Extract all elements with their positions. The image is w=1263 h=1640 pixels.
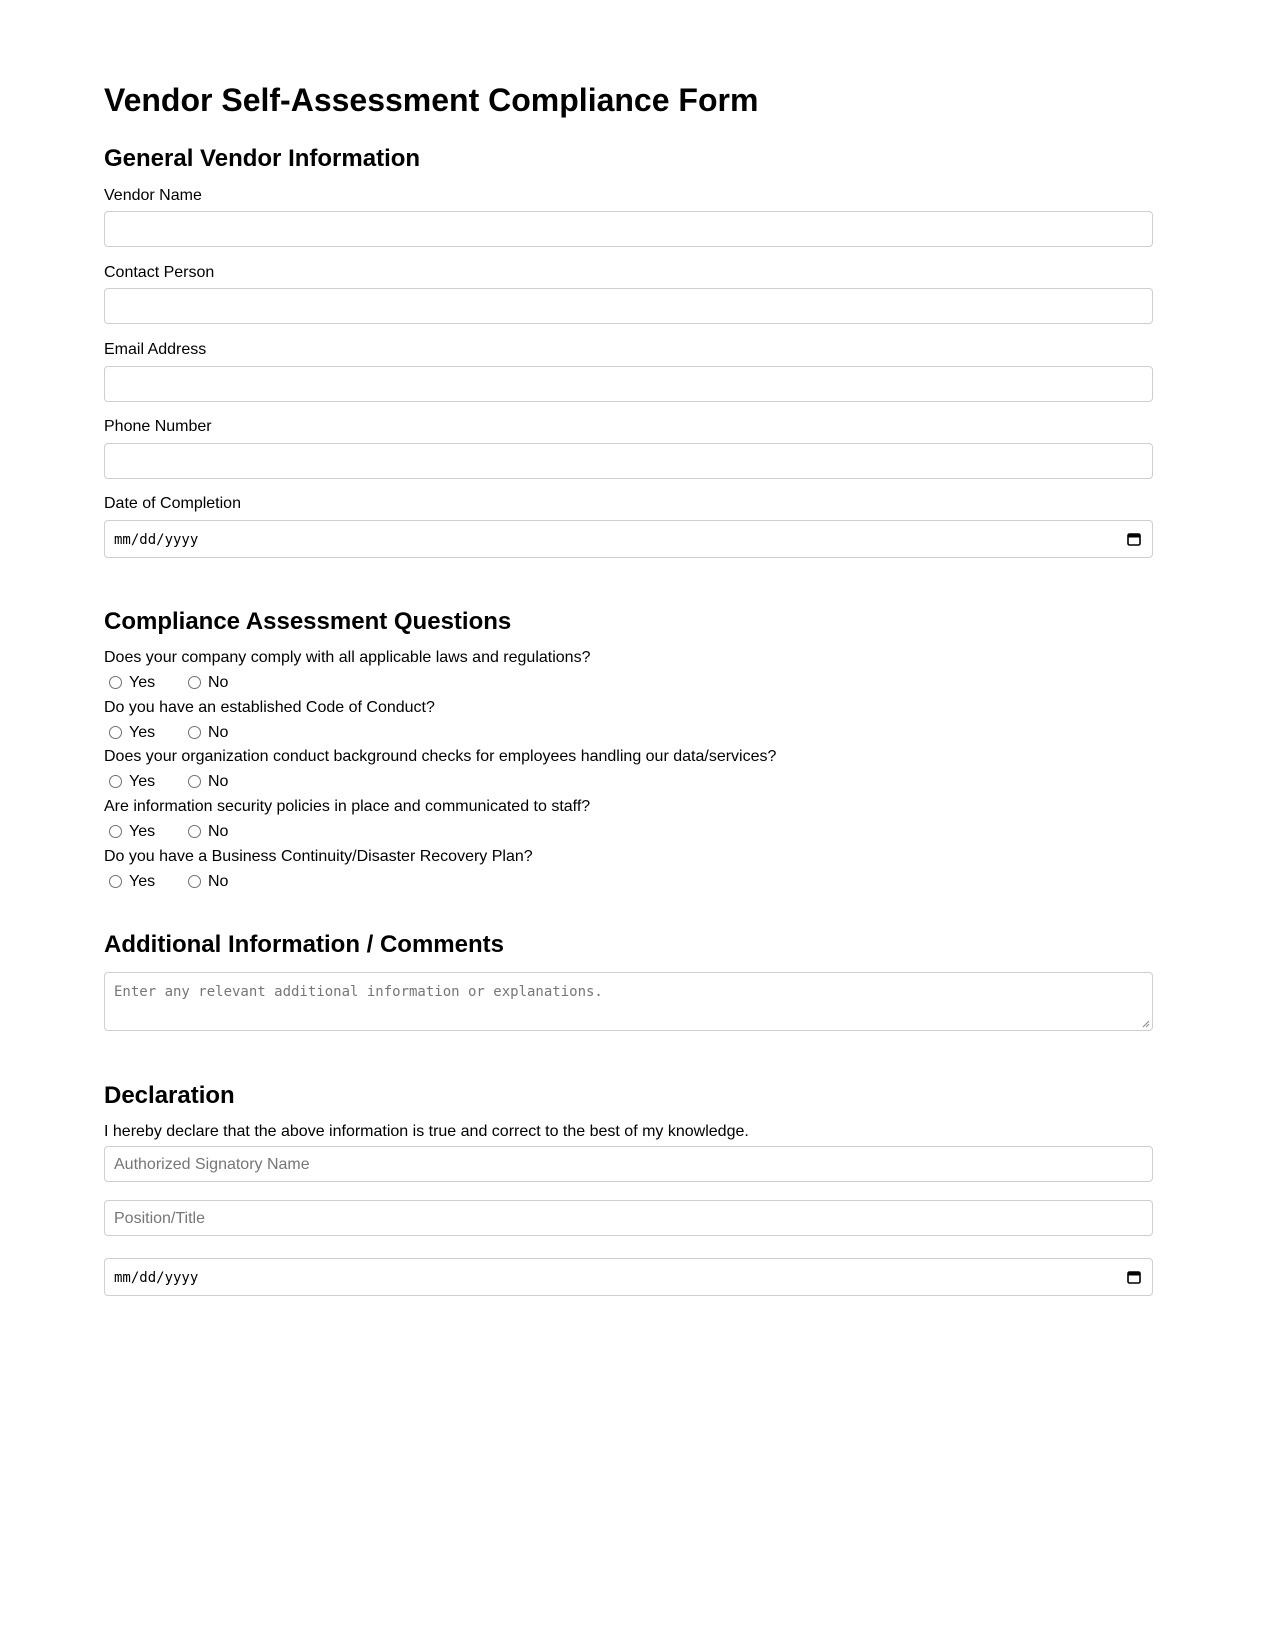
question-4-text: Are information security policies in place and communicated to staff?	[104, 798, 591, 815]
question-3-yes-label[interactable]: Yes	[129, 773, 156, 790]
question-1-yes-radio[interactable]	[109, 676, 122, 689]
question-1-options	[104, 673, 404, 693]
question-4-no-radio[interactable]	[188, 825, 201, 838]
contact-person-input[interactable]	[104, 288, 1153, 324]
question-4-yes-radio[interactable]	[109, 825, 122, 838]
question-2-options	[104, 723, 404, 743]
question-2-yes-label[interactable]: Yes	[129, 724, 156, 741]
calendar-icon[interactable]	[1127, 532, 1141, 546]
question-3-options	[104, 772, 404, 792]
question-2-yes-radio[interactable]	[109, 726, 122, 739]
question-5-options	[104, 872, 404, 892]
question-2-no-label[interactable]: No	[208, 724, 229, 741]
question-3-text: Does your organization conduct background checks for employees handling our data/services?	[104, 748, 777, 765]
question-3-no-radio[interactable]	[188, 775, 201, 788]
additional-section-heading: Additional Information / Comments	[104, 931, 504, 958]
additional-info-placeholder: Enter any relevant additional information or explanations.	[114, 984, 603, 1000]
vendor-name-label: Vendor Name	[104, 187, 202, 204]
resize-handle-icon[interactable]	[1142, 1020, 1150, 1028]
question-5-no-label[interactable]: No	[208, 873, 229, 890]
phone-number-label: Phone Number	[104, 418, 212, 435]
date-of-completion-value: mm/dd/yyyy	[114, 532, 199, 548]
question-2-text: Do you have an established Code of Conduct?	[104, 699, 435, 716]
question-2-no-radio[interactable]	[188, 726, 201, 739]
calendar-icon[interactable]	[1127, 1270, 1141, 1284]
compliance-section-heading: Compliance Assessment Questions	[104, 608, 512, 635]
question-4-options	[104, 822, 404, 842]
position-title-input[interactable]	[104, 1200, 1153, 1236]
page-title: Vendor Self-Assessment Compliance Form	[104, 82, 759, 118]
declaration-date-viewport	[104, 1258, 1153, 1298]
question-4-yes-label[interactable]: Yes	[129, 823, 156, 840]
question-1-no-label[interactable]: No	[208, 674, 229, 691]
question-3-yes-radio[interactable]	[109, 775, 122, 788]
question-5-yes-label[interactable]: Yes	[129, 873, 156, 890]
declaration-date-input[interactable]	[104, 1258, 1153, 1296]
date-of-completion-input[interactable]	[104, 520, 1153, 558]
declaration-date-value: mm/dd/yyyy	[114, 1270, 199, 1286]
question-1-no-radio[interactable]	[188, 676, 201, 689]
vendor-name-input[interactable]	[104, 211, 1153, 247]
date-of-completion-label: Date of Completion	[104, 495, 241, 512]
position-title-placeholder: Position/Title	[114, 1210, 205, 1227]
contact-person-label: Contact Person	[104, 264, 215, 281]
declaration-section-heading: Declaration	[104, 1082, 235, 1109]
question-4-no-label[interactable]: No	[208, 823, 229, 840]
question-5-yes-radio[interactable]	[109, 875, 122, 888]
declaration-statement: I hereby declare that the above information is true and correct to the best of my knowledge.	[104, 1123, 749, 1140]
question-5-no-radio[interactable]	[188, 875, 201, 888]
question-3-no-label[interactable]: No	[208, 773, 229, 790]
email-address-input[interactable]	[104, 366, 1153, 402]
email-address-label: Email Address	[104, 341, 207, 358]
general-section-heading: General Vendor Information	[104, 145, 421, 172]
question-5-text: Do you have a Business Continuity/Disaster Recovery Plan?	[104, 848, 533, 865]
phone-number-input[interactable]	[104, 443, 1153, 479]
question-1-yes-label[interactable]: Yes	[129, 674, 156, 691]
signatory-name-placeholder: Authorized Signatory Name	[114, 1156, 310, 1173]
question-1-text: Does your company comply with all applicable laws and regulations?	[104, 649, 591, 666]
signatory-name-input[interactable]	[104, 1146, 1153, 1182]
additional-info-textarea[interactable]	[104, 972, 1153, 1031]
